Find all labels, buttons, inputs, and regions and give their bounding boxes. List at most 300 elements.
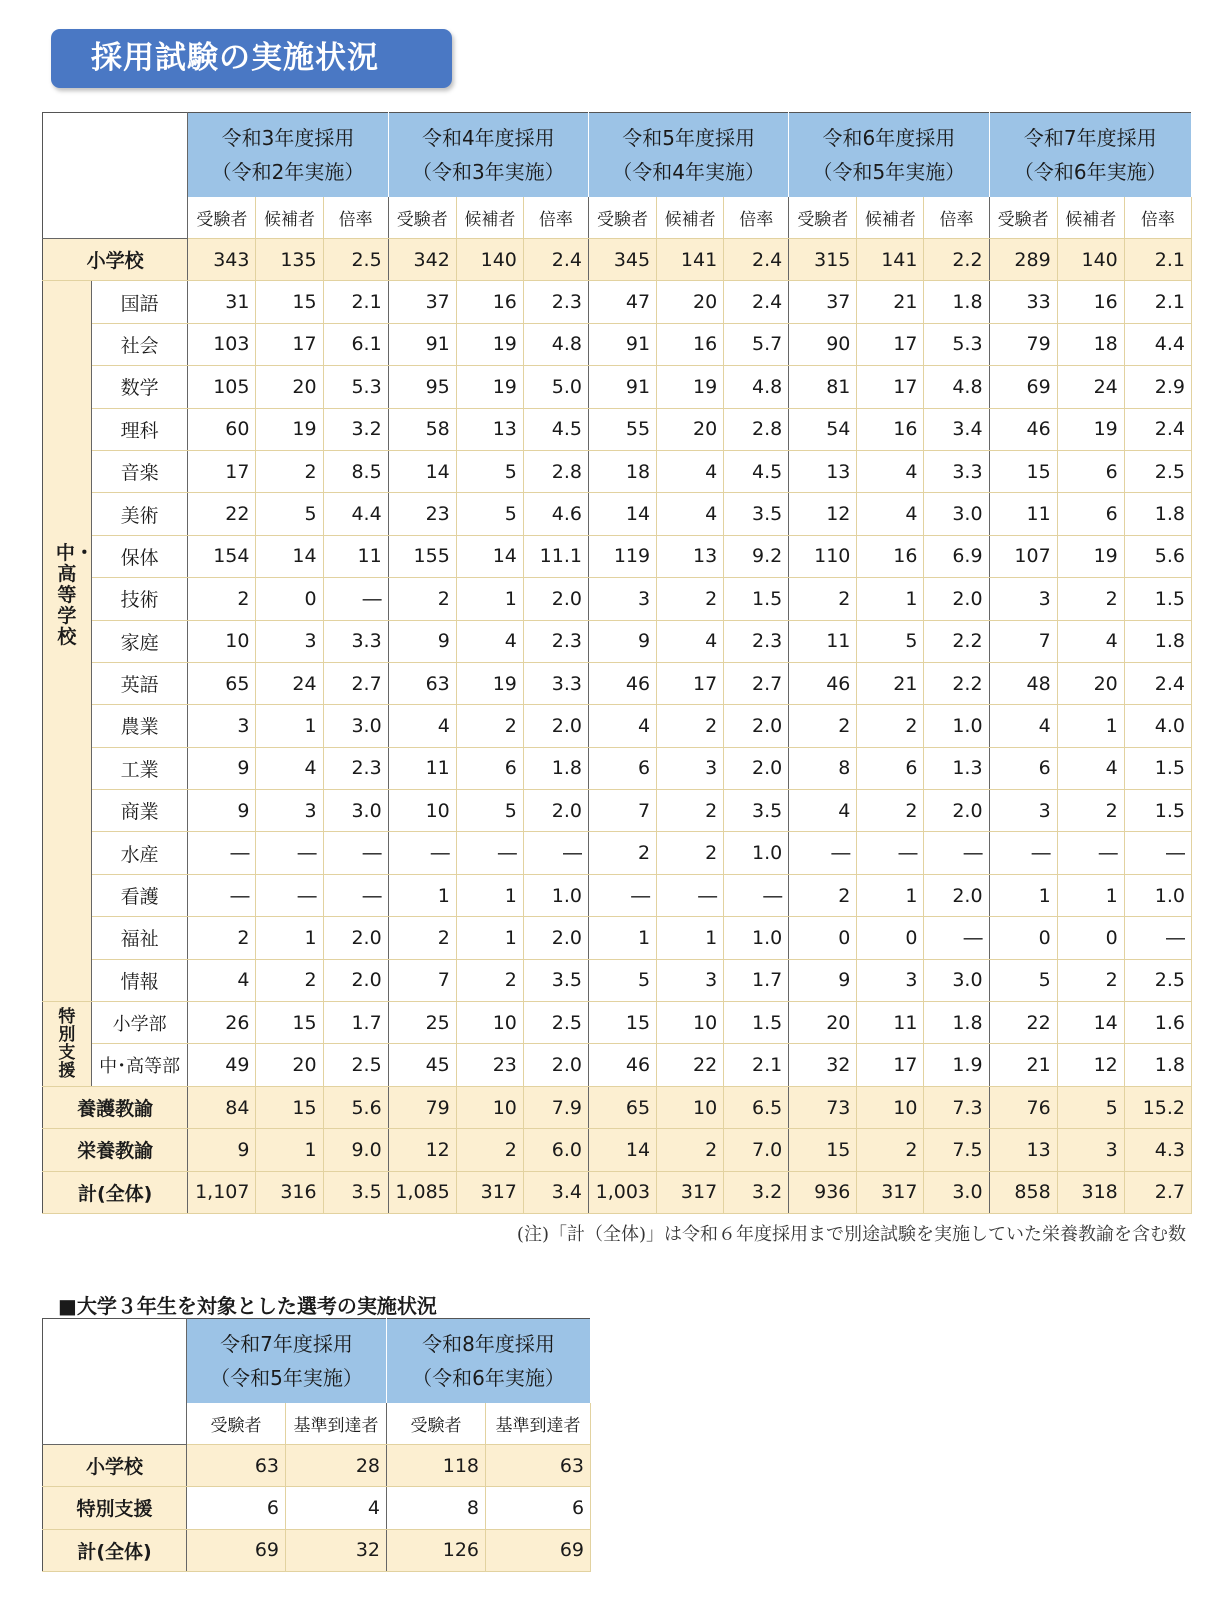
section-heading: ■大学３年生を対象とした選考の実施状況 xyxy=(58,1294,437,1318)
data-cell: 6.0 xyxy=(523,1129,588,1171)
table-row xyxy=(43,747,1192,789)
data-cell: 2.7 xyxy=(724,662,789,704)
year-header xyxy=(789,113,989,197)
data-cell: 2.8 xyxy=(523,450,588,492)
table-row xyxy=(43,832,1192,874)
data-cell: 1,085 xyxy=(388,1171,456,1213)
data-cell: 4 xyxy=(657,450,724,492)
data-cell: 141 xyxy=(857,239,924,281)
data-cell: 16 xyxy=(857,535,924,577)
table-row xyxy=(43,323,1192,365)
data-cell: 2.2 xyxy=(924,239,989,281)
data-cell: 5.6 xyxy=(323,1086,388,1128)
year-label: 令和5年度採用 xyxy=(622,125,755,150)
year-header-row xyxy=(43,1319,591,1403)
data-cell: 1.8 xyxy=(1124,620,1191,662)
data-cell: 4.3 xyxy=(1124,1129,1191,1171)
data-cell: 3.4 xyxy=(924,408,989,450)
data-cell: 2 xyxy=(857,1129,924,1171)
corner-cell xyxy=(43,1319,187,1445)
subject-label: 保体 xyxy=(91,535,188,577)
table-row xyxy=(43,450,1192,492)
year-implemented-label: （令和5年実施） xyxy=(812,159,966,184)
data-cell: ― xyxy=(1124,832,1191,874)
data-cell: 6 xyxy=(989,747,1057,789)
data-cell: 10 xyxy=(657,1002,724,1044)
data-cell: 63 xyxy=(388,662,456,704)
data-cell: 103 xyxy=(188,323,256,365)
subject-label: 音楽 xyxy=(91,450,188,492)
data-cell: ― xyxy=(456,832,523,874)
page-title: 採用試験の実施状況 xyxy=(51,29,452,88)
data-cell: 3 xyxy=(256,620,323,662)
data-cell: 5 xyxy=(857,620,924,662)
data-cell: 6 xyxy=(187,1487,286,1529)
data-cell: 3 xyxy=(989,578,1057,620)
data-cell: 8 xyxy=(789,747,857,789)
data-cell: 2 xyxy=(188,578,256,620)
subject-label: 小学部 xyxy=(91,1002,188,1044)
data-cell: 13 xyxy=(789,450,857,492)
data-cell: 65 xyxy=(588,1086,656,1128)
data-cell: ― xyxy=(323,578,388,620)
data-cell: 12 xyxy=(388,1129,456,1171)
data-cell: 3.5 xyxy=(323,1171,388,1213)
data-cell: 10 xyxy=(456,1002,523,1044)
data-cell: 4.8 xyxy=(924,366,989,408)
table-row xyxy=(43,535,1192,577)
table-row xyxy=(43,281,1192,323)
data-cell: 154 xyxy=(188,535,256,577)
data-cell: 7 xyxy=(588,790,656,832)
data-cell: 2.2 xyxy=(924,662,989,704)
data-cell: 10 xyxy=(657,1086,724,1128)
data-cell: ― xyxy=(924,917,989,959)
data-cell: 10 xyxy=(388,790,456,832)
data-cell: 4 xyxy=(657,620,724,662)
data-cell: 289 xyxy=(989,239,1057,281)
data-cell: 14 xyxy=(1057,1002,1124,1044)
data-cell: 16 xyxy=(657,323,724,365)
data-cell: 24 xyxy=(256,662,323,704)
year-header xyxy=(188,113,388,197)
subject-label: 美術 xyxy=(91,493,188,535)
data-cell: 4.8 xyxy=(523,323,588,365)
data-cell: 20 xyxy=(1057,662,1124,704)
data-cell: 0 xyxy=(857,917,924,959)
data-cell: 1 xyxy=(388,874,456,916)
table-row xyxy=(43,366,1192,408)
data-cell: 2 xyxy=(857,705,924,747)
data-cell: 3.3 xyxy=(924,450,989,492)
data-cell: 20 xyxy=(657,408,724,450)
data-cell: 17 xyxy=(857,323,924,365)
data-cell: 4 xyxy=(256,747,323,789)
data-cell: 4 xyxy=(456,620,523,662)
data-cell: ― xyxy=(188,874,256,916)
data-cell: 19 xyxy=(456,323,523,365)
data-cell: 3 xyxy=(188,705,256,747)
data-cell: 4.5 xyxy=(523,408,588,450)
column-subheader: 倍率 xyxy=(1124,197,1191,239)
data-cell: 24 xyxy=(1057,366,1124,408)
data-cell: 23 xyxy=(456,1044,523,1086)
data-cell: 1.8 xyxy=(523,747,588,789)
data-cell: 2.4 xyxy=(523,239,588,281)
data-cell: 1.7 xyxy=(323,1002,388,1044)
data-cell: 0 xyxy=(789,917,857,959)
year-label: 令和6年度採用 xyxy=(822,125,956,150)
data-cell: 17 xyxy=(256,323,323,365)
data-cell: 343 xyxy=(188,239,256,281)
data-cell: 2 xyxy=(256,959,323,1001)
data-cell: 15 xyxy=(588,1002,656,1044)
data-cell: 9 xyxy=(188,747,256,789)
table-row xyxy=(43,874,1192,916)
data-cell: 48 xyxy=(989,662,1057,704)
data-cell: 3.4 xyxy=(523,1171,588,1213)
data-cell: 2 xyxy=(388,578,456,620)
data-cell: ― xyxy=(924,832,989,874)
data-cell: 14 xyxy=(256,535,323,577)
data-cell: 3 xyxy=(857,959,924,1001)
row-label: 計(全体) xyxy=(43,1171,188,1213)
data-cell: 2.0 xyxy=(724,747,789,789)
data-cell: 2.0 xyxy=(523,917,588,959)
data-cell: 18 xyxy=(1057,323,1124,365)
data-cell: 315 xyxy=(789,239,857,281)
data-cell: 1.8 xyxy=(1124,1044,1191,1086)
column-subheader: 受験者 xyxy=(387,1403,486,1445)
corner-cell xyxy=(43,113,188,239)
data-cell: 119 xyxy=(588,535,656,577)
data-cell: 1,107 xyxy=(188,1171,256,1213)
table-row xyxy=(43,493,1192,535)
data-cell: 1.9 xyxy=(924,1044,989,1086)
data-cell: 91 xyxy=(588,366,656,408)
data-cell: 3.2 xyxy=(724,1171,789,1213)
data-cell: 18 xyxy=(588,450,656,492)
table-row xyxy=(43,1044,1192,1086)
data-cell: 4 xyxy=(857,450,924,492)
data-cell: 4.8 xyxy=(724,366,789,408)
data-cell: 1.5 xyxy=(1124,790,1191,832)
data-cell: 858 xyxy=(989,1171,1057,1213)
data-cell: 12 xyxy=(789,493,857,535)
data-cell: 6.5 xyxy=(724,1086,789,1128)
table-row xyxy=(43,1487,591,1529)
data-cell: 12 xyxy=(1057,1044,1124,1086)
data-cell: 16 xyxy=(857,408,924,450)
data-cell: 317 xyxy=(456,1171,523,1213)
data-cell: 20 xyxy=(256,366,323,408)
data-cell: 25 xyxy=(388,1002,456,1044)
year-implemented-label: （令和3年実施） xyxy=(411,159,565,184)
data-cell: 19 xyxy=(657,366,724,408)
column-subheader: 候補者 xyxy=(256,197,323,239)
data-cell: 28 xyxy=(286,1445,387,1487)
data-cell: 1 xyxy=(456,917,523,959)
column-subheader: 受験者 xyxy=(187,1403,286,1445)
data-cell: 91 xyxy=(588,323,656,365)
subject-label: 社会 xyxy=(91,323,188,365)
table-row xyxy=(43,1129,1192,1171)
data-cell: 10 xyxy=(456,1086,523,1128)
data-cell: 5 xyxy=(588,959,656,1001)
data-cell: 20 xyxy=(657,281,724,323)
data-cell: 1.6 xyxy=(1124,1002,1191,1044)
data-cell: 69 xyxy=(486,1529,591,1571)
data-cell: 1 xyxy=(657,917,724,959)
data-cell: 118 xyxy=(387,1445,486,1487)
data-cell: 33 xyxy=(989,281,1057,323)
data-cell: 5.0 xyxy=(523,366,588,408)
data-cell: 2 xyxy=(1057,959,1124,1001)
column-subheader: 倍率 xyxy=(924,197,989,239)
data-cell: 1.5 xyxy=(1124,578,1191,620)
data-cell: 3.0 xyxy=(323,705,388,747)
data-cell: 14 xyxy=(588,493,656,535)
data-cell: 6 xyxy=(588,747,656,789)
subject-label: 国語 xyxy=(91,281,188,323)
data-cell: 6 xyxy=(456,747,523,789)
data-cell: 9 xyxy=(588,620,656,662)
data-cell: 21 xyxy=(857,662,924,704)
data-cell: 3 xyxy=(1057,1129,1124,1171)
data-cell: 2.3 xyxy=(323,747,388,789)
data-cell: ― xyxy=(523,832,588,874)
row-label: 養護教諭 xyxy=(43,1086,188,1128)
group-label-middle-high xyxy=(43,281,92,1002)
data-cell: 7.5 xyxy=(924,1129,989,1171)
data-cell: 126 xyxy=(387,1529,486,1571)
data-cell: 46 xyxy=(789,662,857,704)
data-cell: 31 xyxy=(188,281,256,323)
data-cell: 7 xyxy=(388,959,456,1001)
data-cell: 2 xyxy=(1057,790,1124,832)
data-cell: 2 xyxy=(456,959,523,1001)
column-subheader: 基準到達者 xyxy=(286,1403,387,1445)
data-cell: 37 xyxy=(388,281,456,323)
data-cell: 3.2 xyxy=(323,408,388,450)
data-cell: 3.0 xyxy=(323,790,388,832)
data-cell: 140 xyxy=(1057,239,1124,281)
data-cell: 1.0 xyxy=(724,917,789,959)
data-cell: 2.4 xyxy=(724,281,789,323)
data-cell: 1 xyxy=(588,917,656,959)
subject-label: 福祉 xyxy=(91,917,188,959)
data-cell: 1 xyxy=(1057,705,1124,747)
data-cell: 37 xyxy=(789,281,857,323)
data-cell: 8.5 xyxy=(323,450,388,492)
data-cell: ― xyxy=(989,832,1057,874)
data-cell: 4 xyxy=(588,705,656,747)
data-cell: 15 xyxy=(989,450,1057,492)
data-cell: 15 xyxy=(256,1086,323,1128)
data-cell: 317 xyxy=(857,1171,924,1213)
data-cell: 11 xyxy=(323,535,388,577)
data-cell: 4 xyxy=(789,790,857,832)
data-cell: 9.2 xyxy=(724,535,789,577)
data-cell: 1.7 xyxy=(724,959,789,1001)
data-cell: 0 xyxy=(989,917,1057,959)
column-subheader: 候補者 xyxy=(456,197,523,239)
data-cell: 1.5 xyxy=(1124,747,1191,789)
data-cell: 69 xyxy=(989,366,1057,408)
data-cell: 14 xyxy=(388,450,456,492)
data-cell: 2.8 xyxy=(724,408,789,450)
data-cell: 23 xyxy=(388,493,456,535)
data-cell: 14 xyxy=(456,535,523,577)
data-cell: 1,003 xyxy=(588,1171,656,1213)
data-cell: 2 xyxy=(657,1129,724,1171)
data-cell: 2.7 xyxy=(323,662,388,704)
data-cell: 2.3 xyxy=(724,620,789,662)
data-cell: 13 xyxy=(989,1129,1057,1171)
data-cell: 13 xyxy=(456,408,523,450)
data-cell: 95 xyxy=(388,366,456,408)
data-cell: 1.8 xyxy=(924,281,989,323)
data-cell: 2 xyxy=(657,578,724,620)
data-cell: 317 xyxy=(657,1171,724,1213)
data-cell: 7.9 xyxy=(523,1086,588,1128)
table-row xyxy=(43,662,1192,704)
subject-label: 情報 xyxy=(91,959,188,1001)
data-cell: 2.1 xyxy=(323,281,388,323)
data-cell: ― xyxy=(588,874,656,916)
column-subheader: 基準到達者 xyxy=(486,1403,591,1445)
data-cell: 11 xyxy=(388,747,456,789)
data-cell: 5 xyxy=(456,493,523,535)
data-cell: 21 xyxy=(989,1044,1057,1086)
year-header xyxy=(187,1319,387,1403)
data-cell: 63 xyxy=(187,1445,286,1487)
data-cell: 54 xyxy=(789,408,857,450)
data-cell: ― xyxy=(388,832,456,874)
year-label: 令和4年度採用 xyxy=(421,125,555,150)
data-cell: 2 xyxy=(388,917,456,959)
column-subheader: 受験者 xyxy=(188,197,256,239)
row-label: 特別支援 xyxy=(43,1487,187,1529)
data-cell: 17 xyxy=(188,450,256,492)
data-cell: 2.0 xyxy=(523,1044,588,1086)
data-cell: 9 xyxy=(789,959,857,1001)
year-label: 令和7年度採用 xyxy=(220,1331,353,1356)
data-cell: 15 xyxy=(256,1002,323,1044)
data-cell: 2.2 xyxy=(924,620,989,662)
group-label-text: 中・高等学校 xyxy=(55,542,94,649)
data-cell: 19 xyxy=(256,408,323,450)
data-cell: 4.0 xyxy=(1124,705,1191,747)
year-header xyxy=(388,113,588,197)
data-cell: 2.1 xyxy=(1124,239,1191,281)
year-header-row xyxy=(43,113,1192,197)
data-cell: 1 xyxy=(256,1129,323,1171)
column-subheader: 受験者 xyxy=(789,197,857,239)
data-cell: ― xyxy=(724,874,789,916)
data-cell: 140 xyxy=(456,239,523,281)
data-cell: ― xyxy=(256,832,323,874)
data-cell: 2.5 xyxy=(323,239,388,281)
data-cell: ― xyxy=(1124,917,1191,959)
data-cell: ― xyxy=(256,874,323,916)
data-cell: 2.3 xyxy=(523,281,588,323)
data-cell: 6 xyxy=(486,1487,591,1529)
column-subheader: 受験者 xyxy=(388,197,456,239)
data-cell: 3.5 xyxy=(724,493,789,535)
data-cell: 15.2 xyxy=(1124,1086,1191,1128)
data-cell: 15 xyxy=(256,281,323,323)
data-cell: 2.0 xyxy=(523,705,588,747)
year-implemented-label: （令和2年実施） xyxy=(211,159,365,184)
subject-label: 家庭 xyxy=(91,620,188,662)
data-cell: 3.0 xyxy=(924,959,989,1001)
data-cell: 19 xyxy=(1057,535,1124,577)
data-cell: 105 xyxy=(188,366,256,408)
data-cell: ― xyxy=(1057,832,1124,874)
data-cell: 1.0 xyxy=(1124,874,1191,916)
column-subheader: 倍率 xyxy=(724,197,789,239)
table-row xyxy=(43,790,1192,832)
subject-label: 水産 xyxy=(91,832,188,874)
data-cell: 2 xyxy=(789,578,857,620)
column-subheader-row xyxy=(43,197,1192,239)
data-cell: ― xyxy=(323,832,388,874)
data-cell: 6 xyxy=(857,747,924,789)
data-cell: 2.0 xyxy=(523,578,588,620)
data-cell: 79 xyxy=(989,323,1057,365)
main-results-table xyxy=(42,112,1192,1214)
data-cell: 11 xyxy=(789,620,857,662)
data-cell: 58 xyxy=(388,408,456,450)
data-cell: 1 xyxy=(857,874,924,916)
data-cell: 3 xyxy=(657,747,724,789)
data-cell: 2.5 xyxy=(1124,450,1191,492)
data-cell: 2 xyxy=(256,450,323,492)
data-cell: 2.4 xyxy=(724,239,789,281)
data-cell: 3.0 xyxy=(924,493,989,535)
table-row xyxy=(43,408,1192,450)
data-cell: 4 xyxy=(857,493,924,535)
row-label: 栄養教諭 xyxy=(43,1129,188,1171)
data-cell: 16 xyxy=(456,281,523,323)
column-subheader: 受験者 xyxy=(989,197,1057,239)
data-cell: 7.0 xyxy=(724,1129,789,1171)
data-cell: 14 xyxy=(588,1129,656,1171)
data-cell: 22 xyxy=(657,1044,724,1086)
row-label: 計(全体) xyxy=(43,1529,187,1571)
data-cell: 5.6 xyxy=(1124,535,1191,577)
data-cell: 65 xyxy=(188,662,256,704)
data-cell: 8 xyxy=(387,1487,486,1529)
data-cell: 2.5 xyxy=(323,1044,388,1086)
data-cell: 46 xyxy=(588,662,656,704)
data-cell: 2.0 xyxy=(323,917,388,959)
data-cell: 11.1 xyxy=(523,535,588,577)
data-cell: 107 xyxy=(989,535,1057,577)
data-cell: 5 xyxy=(456,450,523,492)
data-cell: 1.0 xyxy=(724,832,789,874)
data-cell: 17 xyxy=(857,1044,924,1086)
data-cell: 345 xyxy=(588,239,656,281)
table-row xyxy=(43,1171,1192,1213)
data-cell: 2.4 xyxy=(1124,408,1191,450)
data-cell: 6.1 xyxy=(323,323,388,365)
table-row xyxy=(43,1086,1192,1128)
subject-label: 看護 xyxy=(91,874,188,916)
data-cell: 2.3 xyxy=(523,620,588,662)
subject-label: 商業 xyxy=(91,790,188,832)
